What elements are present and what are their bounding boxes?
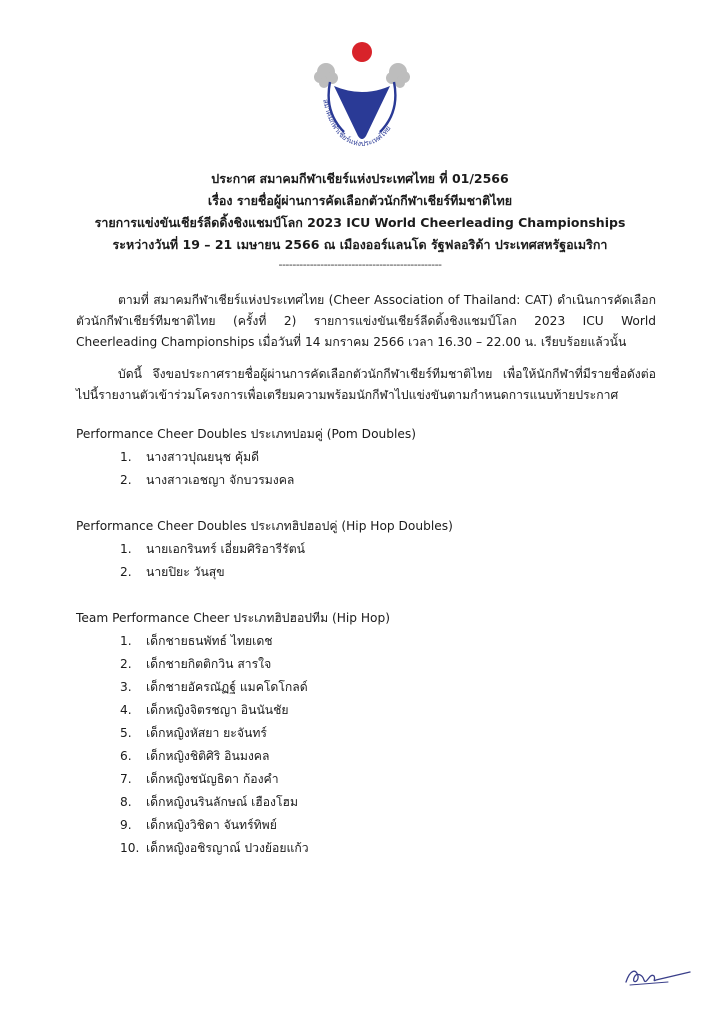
item-number: 1. (120, 542, 132, 556)
intro-paragraph: ตามที่ สมาคมกีฬาเชียร์แห่งประเทศไทย (Cheer Association of Thailand: CAT) ดำเนินการคัดเลือกตัวนักกีฬาเชียร์ทีมชาติไทย (ครั้งที่ 2) รายการแข่งขันเชียร์ลีดดิ้งชิงแชมป์โลก 2023 ICU World Cheerleading Championships เมื่อวันที่ 14 มกราคม 2566 เวลา 16.30 – 22.00 น. เรียบร้อยแล้วนั้น (76, 293, 656, 349)
list-item (76, 538, 656, 561)
hiphop-doubles-list (76, 538, 656, 584)
logo-text: สมาคมกีฬาเชียร์แห่งประเทศไทย (321, 98, 393, 149)
athlete-name: เด็กชายธนพัทธ์ ไทยเดช (146, 634, 273, 648)
athlete-name: นางสาวปุณยนุช คุ้มดี (146, 450, 260, 464)
announcement-body (76, 290, 656, 860)
athlete-name: เด็กหญิงจิตรชญา อินนันชัย (146, 703, 289, 717)
item-number: 7. (120, 772, 132, 786)
list-item (76, 676, 656, 699)
athlete-name: เด็กหญิงชิติศิริ อินมงคล (146, 749, 270, 763)
list-item (76, 722, 656, 745)
item-number: 5. (120, 726, 132, 740)
list-item (76, 561, 656, 584)
list-item (76, 653, 656, 676)
list-item (76, 745, 656, 768)
item-number: 2. (120, 565, 132, 579)
item-number: 6. (120, 749, 132, 763)
athlete-name: เด็กชายอัครณัฏฐ์ แมคโดโกลด์ (146, 680, 308, 694)
list-item (76, 814, 656, 837)
athlete-name: เด็กชายกิตติกวิน สารใจ (146, 657, 272, 671)
competition-name: รายการแข่งขันเชียร์ลีดดิ้งชิงแชมป์โลก 2023 ICU World Cheerleading Championships (94, 215, 626, 230)
cheer-association-logo-icon (300, 32, 424, 156)
list-item (76, 791, 656, 814)
announcement-number: ประกาศ สมาคมกีฬาเชียร์แห่งประเทศไทย ที่ 01/2566 (211, 171, 509, 186)
list-item (76, 446, 656, 469)
list-item (76, 837, 656, 860)
hiphop-team-list (76, 630, 656, 860)
announcement-paragraph: บัดนี้ จึงขอประกาศรายชื่อผู้ผ่านการคัดเลือกตัวนักกีฬาเชียร์ทีมชาติไทย เพื่อให้นักกีฬาที่มีรายชื่อดังต่อไปนี้รายงานตัวเข้าร่วมโครงการเพื่อเตรียมความพร้อมนักกีฬาไปแข่งขันตามกำหนดการแนบท้ายประกาศ (76, 367, 656, 402)
item-number: 3. (120, 680, 132, 694)
item-number: 2. (120, 657, 132, 671)
athlete-name: เด็กหญิงหัสยา ยะจันทร์ (146, 726, 267, 740)
item-number: 10. (120, 841, 140, 855)
list-item (76, 699, 656, 722)
list-item (76, 768, 656, 791)
section-title-hiphop-doubles: Performance Cheer Doubles ประเภทฮิปฮอปคู่ (Hip Hop Doubles) (76, 519, 453, 533)
athlete-name: เด็กหญิงชนัญธิดา ก้องคำ (146, 772, 279, 786)
item-number: 1. (120, 634, 132, 648)
athlete-name: นางสาวเอชญา จักบวรมงคล (146, 473, 295, 487)
header-separator: ----------------------------------------------- (278, 258, 442, 271)
item-number: 1. (120, 450, 132, 464)
handwritten-signature-icon (620, 962, 700, 992)
competition-dates: ระหว่างวันที่ 19 – 21 เมษายน 2566 ณ เมืองออร์แลนโด รัฐฟลอริด้า ประเทศสหรัฐอเมริกา (112, 237, 608, 252)
athlete-name: เด็กหญิงอชิรญาณ์ ปวงย้อยแก้ว (146, 841, 309, 855)
athlete-name: เด็กหญิงนรินลักษณ์ เฮืองโฮม (146, 795, 298, 809)
item-number: 4. (120, 703, 132, 717)
list-item (76, 630, 656, 653)
announcement-subject: เรื่อง รายชื่อผู้ผ่านการคัดเลือกตัวนักกีฬาเชียร์ทีมชาติไทย (207, 193, 513, 208)
pom-doubles-list (76, 446, 656, 492)
announcement-header (40, 168, 680, 272)
athlete-name: เด็กหญิงวิชิดา จันทร์ทิพย์ (146, 818, 277, 832)
section-title-pom-doubles: Performance Cheer Doubles ประเภทปอมคู่ (Pom Doubles) (76, 427, 416, 441)
section-title-hiphop-team: Team Performance Cheer ประเภทฮิปฮอปทีม (Hip Hop) (76, 611, 391, 625)
item-number: 8. (120, 795, 132, 809)
athlete-name: นายปิยะ วันสุข (146, 565, 225, 579)
item-number: 9. (120, 818, 132, 832)
item-number: 2. (120, 473, 132, 487)
athlete-name: นายเอกรินทร์ เอี่ยมศิริอารีรัตน์ (146, 542, 305, 556)
list-item (76, 469, 656, 492)
